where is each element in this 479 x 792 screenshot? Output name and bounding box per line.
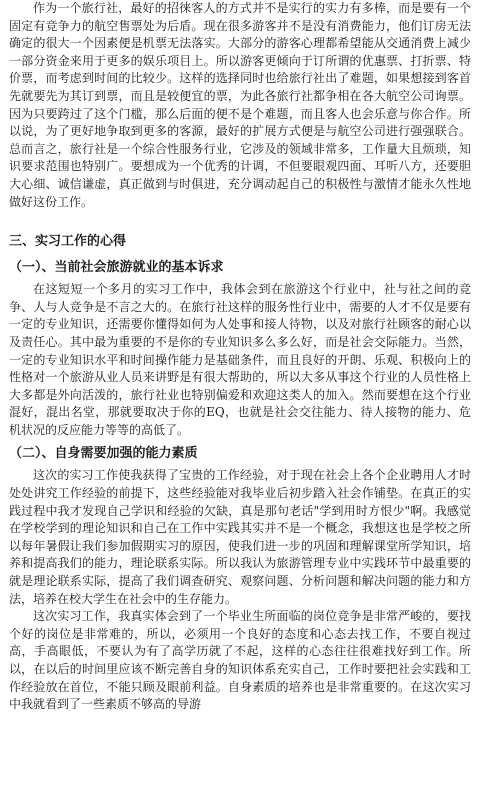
- section-heading: 三、实习工作的心得: [9, 234, 127, 250]
- body-paragraph: 这次的实习工作使我获得了宝贵的工作经验，对于现在社会上各个企业聘用人才时处处讲究工作经验的前提下，这些经验能对我毕业后初步踏入社会作铺垫。在真正的实践过程中我才发现自己学识和经验的欠缺，真是那句老话"学到用时方恨少"啊。我感觉在学校学到的理论知识和自己在工作中实践其实并不是一个概念，我想这也是学校之所以每年暑假让我们参加假期实习的原因，使我们进一步的巩固和理解课堂所学知识，培养和提高我们的能力，理论联系实际。所以我认为旅游管理专业中实践环节中最重要的就是理论联系实际，提高了我们调查研究、观察问题、分析问题和解决问题的能力和方法，培养在校大学生在社会中的生存能力。: [9, 468, 471, 606]
- body-paragraph: 在这短短一个多月的实习工作中，我体会到在旅游这个行业中，社与社之间的竞争、人与人竞争是不言之大的。在旅行社这样的服务性行业中，需要的人才不仅是要有一定的专业知识，还需要你懂得如何为人处事和接人待物，以及对旅行社顾客的耐心以及责任心。其中最为重要的不是你的专业知识多么多么好，而是社会交际能力。当然，一定的专业知识水平和时间操作能力是基础条件，而且良好的开朗、乐观、积极向上的性格对一个旅游从业人员来讲野是有很大帮助的，所以大多从事这个行业的人员性格上大多都是外向活泼的，旅行社业也特别偏爱和欢迎这类人的加入。然而要想在这个行业混好，混出名堂，那就要取决于你的EQ，也就是社会交往能力、待人接物的能力、危机状况的反应能力等等的高低了。: [9, 282, 471, 437]
- subsection-heading: （一）、当前社会旅游就业的基本诉求: [9, 260, 224, 276]
- subsection-heading: （二）、自身需要加强的能力素质: [9, 446, 198, 462]
- body-paragraph: 作为一个旅行社，最好的招徕客人的方式并不是实行的实力有多棒，而是要有一个固定有竞争力的航空售票处为后盾。现在很多游客并不是没有消费能力，他们订房无法确定的很大一个因素便是机票无法落实。大部分的游客心理都希望能从交通消费上减少一部分资金来用于更多的娱乐项目上。所以游客更倾向于订所谓的优惠票、打折票、特价票，而考虑到时间的比较少。这样的选择同时也给旅行社出了难题，如果想接到客首先就要先为其订到票，而且是较便宜的票，为此各旅行社都争相在各大航空公司询票。因为只要跨过了这个门槛，那么后面的便不是个难题，而且客人也会乐意与你合作。所以说，为了更好地争取到更多的客源，最好的扩展方式便是与航空公司进行强强联合。总而言之，旅行社是一个综合性服务行业，它涉及的领域非常多，工作量大且烦琐，知识要求范围也特别广。要想成为一个优秀的计调，不但要眼观四面、耳听八方，还要胆大心细、诚信谦虚，真正做到与时俱进，充分调动起自己的积极性与激情才能永久性地做好这份工作。: [9, 1, 471, 209]
- body-paragraph: 这次实习工作，我真实体会到了一个毕业生所面临的岗位竞争是非常严峻的，要找个好的岗位是非常难的，所以，必须用一个良好的态度和心态去找工作，不要自视过高，手高眼低，不要认为有了高学历就了不起，这样的心态往往很难找好到工作。所以，在以后的时间里应该不断完善自身的知识体系充实自己，工作时要把社会实践和工作经验放在首位，不能只顾及眼前利益。自身素质的培养也是非常重要的。在这次实习中我就看到了一些素质不够高的导游: [9, 609, 471, 712]
